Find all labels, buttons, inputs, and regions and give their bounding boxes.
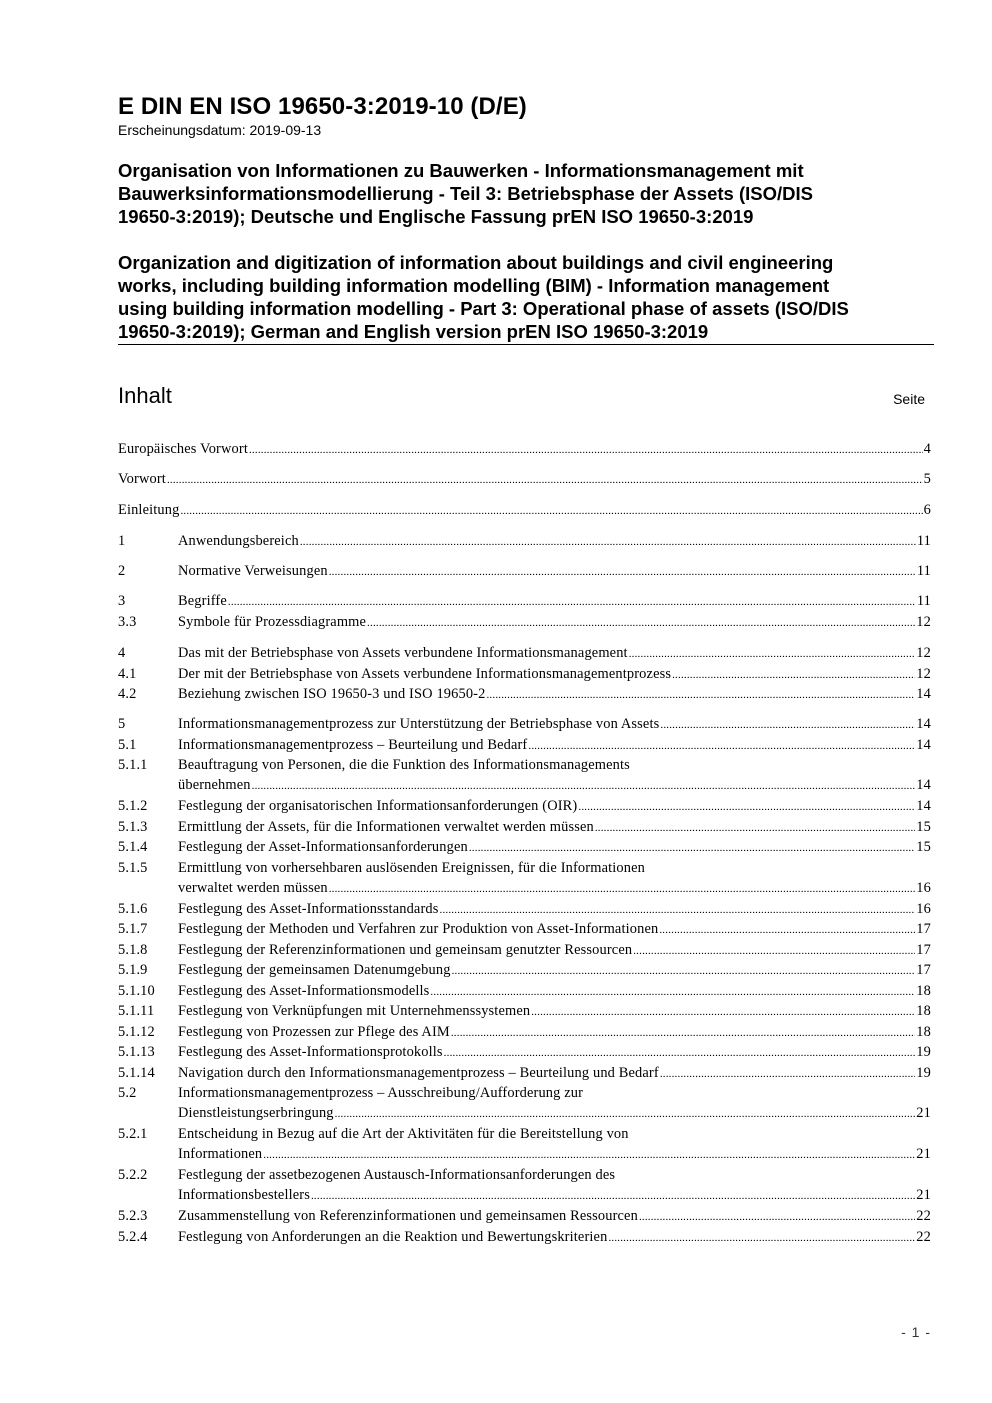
toc-entry-page: 16 <box>916 901 931 917</box>
toc-heading: Inhalt <box>118 383 172 408</box>
toc-dot-leader <box>440 901 916 918</box>
toc-entry-title: Festlegung der gemeinsamen Datenumgebung <box>178 962 451 978</box>
toc-page-column-label: Seite <box>893 391 925 407</box>
toc-entry-title: Festlegung des Asset-Informationsstandards <box>178 901 439 917</box>
toc-entry-page: 11 <box>916 593 931 609</box>
toc-entry[interactable] <box>118 942 931 962</box>
toc-entry[interactable] <box>118 921 931 941</box>
title-english <box>118 251 918 343</box>
toc-entry-line <box>178 1024 931 1041</box>
toc-entry-title: Festlegung von Prozessen zur Pflege des AIM <box>178 1024 450 1040</box>
toc-entry-title: Festlegung der Asset-Informationsanforderungen <box>178 839 468 855</box>
toc-entry-number: 5.1 <box>118 737 137 753</box>
toc-entry-number: 5.1.5 <box>118 860 148 876</box>
toc-dot-leader <box>367 614 915 631</box>
toc-entry-title: Anwendungsbereich <box>178 533 299 549</box>
toc-entry-line <box>178 839 931 856</box>
toc-entry-page: 19 <box>916 1044 931 1060</box>
toc-entry-line <box>178 593 931 610</box>
toc-entry-page: 14 <box>916 686 931 702</box>
toc-entry-number: 4.1 <box>118 666 137 682</box>
toc-dot-leader <box>167 471 923 488</box>
toc-entry-title: Informationsmanagementprozess – Beurteilung und Bedarf <box>178 737 528 753</box>
title-english-line: using building information modelling - Part 3: Operational phase of assets (ISO/DIS <box>118 298 849 319</box>
toc-entry[interactable] <box>118 502 931 522</box>
toc-entry-number: 5.1.1 <box>118 757 148 773</box>
toc-entry-page: 18 <box>916 1024 931 1040</box>
toc-entry-number: 2 <box>118 563 126 579</box>
publication-date: Erscheinungsdatum: 2019-09-13 <box>118 122 322 138</box>
toc-entry-line <box>178 1208 931 1225</box>
title-german <box>118 159 918 228</box>
toc-entry-page: 14 <box>916 737 931 753</box>
toc-entry-line <box>178 686 931 703</box>
toc-entry-number: 1 <box>118 533 126 549</box>
toc-dot-leader <box>430 983 915 1000</box>
toc-entry-title: Festlegung der Methoden und Verfahren zur Produktion von Asset-Informationen <box>178 921 659 937</box>
toc-entry[interactable] <box>118 757 931 798</box>
toc-entry-title: Festlegung der organisatorischen Informationsanforderungen (OIR) <box>178 798 578 814</box>
toc-entry-number: 3.3 <box>118 614 137 630</box>
toc-entry-line <box>178 860 931 877</box>
toc-entry-number: 5.1.3 <box>118 819 148 835</box>
toc-dot-leader <box>329 880 916 897</box>
title-german-line: Organisation von Informationen zu Bauwerken - Informationsmanagement mit <box>118 160 804 181</box>
toc-entry-number: 5 <box>118 716 126 732</box>
document-title: E DIN EN ISO 19650-3:2019-10 (D/E) <box>118 93 527 120</box>
toc-entry[interactable] <box>118 1044 931 1064</box>
toc-entry-line <box>178 921 931 938</box>
toc-entry-title: Begriffe <box>178 593 227 609</box>
toc-entry-line <box>178 563 931 580</box>
toc-entry-number: 4 <box>118 645 126 661</box>
toc-entry-title: Festlegung von Anforderungen an die Reaktion und Bewertungskriterien <box>178 1229 608 1245</box>
toc-entry-title: Ermittlung der Assets, für die Informationen verwaltet werden müssen <box>178 819 594 835</box>
toc-entry-page: 22 <box>916 1208 931 1224</box>
toc-entry[interactable] <box>118 819 931 839</box>
toc-entry-title: Vorwort <box>118 471 166 487</box>
toc-entry-title: Informationen <box>178 1146 263 1163</box>
toc-entry-number: 5.1.13 <box>118 1044 155 1060</box>
toc-dot-leader <box>263 1146 915 1163</box>
toc-entry-line <box>178 614 931 631</box>
toc-dot-leader <box>469 839 915 856</box>
toc-entry[interactable] <box>118 737 931 757</box>
toc-entry-number: 5.1.2 <box>118 798 148 814</box>
toc-entry[interactable] <box>118 645 931 665</box>
toc-entry[interactable] <box>118 798 931 818</box>
toc-entry[interactable] <box>118 1085 931 1126</box>
toc-entry[interactable] <box>118 533 931 553</box>
toc-entry-title: Europäisches Vorwort <box>118 441 248 457</box>
title-english-line: 19650-3:2019); German and English version prEN ISO 19650-3:2019 <box>118 321 709 342</box>
toc-entry[interactable] <box>118 563 931 583</box>
toc-dot-leader <box>451 1024 915 1041</box>
toc-entry[interactable] <box>118 666 931 686</box>
toc-entry-page: 17 <box>916 942 931 958</box>
toc-entry[interactable] <box>118 1208 931 1228</box>
toc-entry-title: Entscheidung in Bezug auf die Art der Aktivitäten für die Bereitstellung von <box>178 1126 629 1142</box>
toc-dot-leader <box>249 441 923 458</box>
toc-entry-line <box>178 942 931 959</box>
toc-entry-page: 12 <box>916 614 931 630</box>
toc-entry[interactable] <box>118 1167 931 1208</box>
toc-entry-page: 15 <box>916 819 931 835</box>
toc-entry-page: 16 <box>916 880 931 897</box>
toc-entry[interactable] <box>118 839 931 859</box>
title-german-line: 19650-3:2019); Deutsche und Englische Fassung prEN ISO 19650-3:2019 <box>118 206 754 227</box>
toc-entry-number: 5.2 <box>118 1085 137 1101</box>
toc-entry-line <box>178 962 931 979</box>
toc-entry-line <box>178 1044 931 1061</box>
toc-entry-number: 5.1.14 <box>118 1065 155 1081</box>
toc-entry[interactable] <box>118 962 931 982</box>
toc-entry-title: Der mit der Betriebsphase von Assets verbundene Informationsmanagementprozess <box>178 666 672 682</box>
toc-entry-page: 18 <box>916 983 931 999</box>
title-german-line: Bauwerksinformationsmodellierung - Teil 3: Betriebsphase der Assets (ISO/DIS <box>118 183 813 204</box>
toc-entry-title: Normative Verweisungen <box>178 563 328 579</box>
toc-entry-line <box>178 1065 931 1082</box>
toc-dot-leader <box>608 1229 915 1246</box>
toc-entry[interactable] <box>118 983 931 1003</box>
toc-entry-number: 5.1.9 <box>118 962 148 978</box>
toc-entry-page: 5 <box>923 471 931 487</box>
toc-dot-leader <box>578 798 915 815</box>
toc-entry-title: Dienstleistungserbringung <box>178 1105 334 1122</box>
toc-entry-page: 21 <box>916 1146 931 1163</box>
toc-entry[interactable] <box>118 471 931 491</box>
toc-entry-title: verwaltet werden müssen <box>178 880 328 897</box>
toc-entry-title: Festlegung von Verknüpfungen mit Unternehmenssystemen <box>178 1003 531 1019</box>
toc-entry-page: 22 <box>916 1229 931 1245</box>
toc-entry-line <box>178 777 931 794</box>
page-number: - 1 - <box>901 1324 931 1340</box>
toc-entry-title: Informationsbestellers <box>178 1187 310 1204</box>
toc-entry-title: Einleitung <box>118 502 180 518</box>
toc-entry-line <box>178 798 931 815</box>
toc-entry-line <box>178 819 931 836</box>
toc-entry-line <box>178 983 931 1000</box>
toc-entry[interactable] <box>118 1065 931 1085</box>
toc-dot-leader <box>639 1208 915 1225</box>
toc-dot-leader <box>528 737 915 754</box>
toc-entry-line <box>178 757 931 774</box>
toc-entry[interactable] <box>118 901 931 921</box>
toc-dot-leader <box>311 1187 915 1204</box>
toc-entry-title: übernehmen <box>178 777 251 794</box>
toc-entry-title: Beziehung zwischen ISO 19650-3 und ISO 19650-2 <box>178 686 486 702</box>
title-english-line: Organization and digitization of information about buildings and civil engineering <box>118 252 834 273</box>
toc-dot-leader <box>531 1003 915 1020</box>
toc-entry-title: Zusammenstellung von Referenzinformationen und gemeinsamen Ressourcen <box>178 1208 638 1224</box>
toc-entry-number: 5.1.4 <box>118 839 148 855</box>
toc-entry-page: 6 <box>923 502 931 518</box>
toc-entry-line <box>178 666 931 683</box>
toc-entry[interactable] <box>118 614 931 634</box>
toc-dot-leader <box>252 777 916 794</box>
toc-entry-page: 11 <box>916 533 931 549</box>
toc-entry-number: 5.1.11 <box>118 1003 155 1019</box>
toc-dot-leader <box>180 502 922 519</box>
toc-entry-page: 11 <box>916 563 931 579</box>
toc-entry-line <box>178 533 931 550</box>
toc-dot-leader <box>659 921 915 938</box>
toc-entry-number: 5.1.6 <box>118 901 148 917</box>
toc-entry-page: 14 <box>916 798 931 814</box>
toc-entry[interactable] <box>118 716 931 736</box>
toc-entry-page: 21 <box>916 1105 931 1122</box>
toc-entry-page: 15 <box>916 839 931 855</box>
toc-dot-leader <box>444 1044 916 1061</box>
toc-entry[interactable] <box>118 1126 931 1167</box>
toc-entry-line <box>178 1146 931 1163</box>
toc-entry-number: 5.1.7 <box>118 921 148 937</box>
toc-entry-title: Das mit der Betriebsphase von Assets verbundene Informationsmanagement <box>178 645 628 661</box>
toc-entry-page: 14 <box>916 777 931 794</box>
toc-entry-line <box>178 1229 931 1246</box>
toc-dot-leader <box>486 686 915 703</box>
toc-entry-page: 18 <box>916 1003 931 1019</box>
toc-entry-line <box>118 441 931 458</box>
toc-dot-leader <box>452 962 916 979</box>
toc-entry-number: 5.1.10 <box>118 983 155 999</box>
toc-entry-line <box>178 645 931 662</box>
toc-entry[interactable] <box>118 686 931 706</box>
toc-entry-line <box>178 716 931 733</box>
toc-entry-title: Navigation durch den Informationsmanagementprozess – Beurteilung und Bedarf <box>178 1065 659 1081</box>
toc-dot-leader <box>660 1065 915 1082</box>
toc-entry-title: Festlegung des Asset-Informationsprotokolls <box>178 1044 443 1060</box>
toc-entry-title: Informationsmanagementprozess zur Unterstützung der Betriebsphase von Assets <box>178 716 660 732</box>
title-divider <box>118 344 934 345</box>
toc-entry-number: 5.1.8 <box>118 942 148 958</box>
toc-entry-number: 3 <box>118 593 126 609</box>
toc-entry-page: 12 <box>916 666 931 682</box>
toc-entry-number: 5.2.1 <box>118 1126 148 1142</box>
toc-entry-page: 19 <box>916 1065 931 1081</box>
toc-entry-number: 4.2 <box>118 686 137 702</box>
title-english-line: works, including building information modelling (BIM) - Information management <box>118 275 830 296</box>
toc-entry[interactable] <box>118 1229 931 1249</box>
toc-entry[interactable] <box>118 1003 931 1023</box>
toc-entry-title: Ermittlung von vorhersehbaren auslösenden Ereignissen, für die Informationen <box>178 860 645 876</box>
toc-entry-title: Festlegung der Referenzinformationen und gemeinsam genutzter Ressourcen <box>178 942 633 958</box>
toc-entry-title: Informationsmanagementprozess – Ausschreibung/Aufforderung zur <box>178 1085 584 1101</box>
toc-dot-leader <box>595 819 915 836</box>
toc-dot-leader <box>300 533 916 550</box>
toc-entry-line <box>118 502 931 519</box>
toc-entry-page: 12 <box>916 645 931 661</box>
toc-entry-number: 5.2.4 <box>118 1229 148 1245</box>
toc-entry-page: 21 <box>916 1187 931 1204</box>
toc-entry-number: 5.1.12 <box>118 1024 155 1040</box>
toc-dot-leader <box>329 563 916 580</box>
toc-entry[interactable] <box>118 441 931 461</box>
toc-dot-leader <box>672 666 915 683</box>
toc-entry-page: 4 <box>923 441 931 457</box>
toc-entry-line <box>178 901 931 918</box>
toc-dot-leader <box>633 942 915 959</box>
toc-entry-title: Symbole für Prozessdiagramme <box>178 614 367 630</box>
toc-entry-line <box>178 1187 931 1204</box>
toc-dot-leader <box>335 1105 916 1122</box>
toc-entry-page: 14 <box>916 716 931 732</box>
toc-entry-page: 17 <box>916 962 931 978</box>
toc-entry-line <box>178 737 931 754</box>
toc-entry-line <box>178 1085 931 1102</box>
toc-entry-page: 17 <box>916 921 931 937</box>
toc-dot-leader <box>629 645 916 662</box>
toc-dot-leader <box>228 593 916 610</box>
toc-entry-line <box>118 471 931 488</box>
toc-entry-number: 5.2.2 <box>118 1167 148 1183</box>
toc-entry-title: Festlegung der assetbezogenen Austausch-Informationsanforderungen des <box>178 1167 616 1183</box>
toc-entry[interactable] <box>118 1024 931 1044</box>
toc-entry-line <box>178 1167 931 1184</box>
toc-entry-title: Festlegung des Asset-Informationsmodells <box>178 983 430 999</box>
toc-dot-leader <box>660 716 915 733</box>
toc-entry-title: Beauftragung von Personen, die die Funktion des Informationsmanagements <box>178 757 630 773</box>
toc-entry[interactable] <box>118 860 931 901</box>
toc-entry-number: 5.2.3 <box>118 1208 148 1224</box>
toc-entry[interactable] <box>118 593 931 613</box>
toc-entry-line <box>178 880 931 897</box>
toc-entry-line <box>178 1003 931 1020</box>
toc-entry-line <box>178 1126 931 1143</box>
toc-entry-line <box>178 1105 931 1122</box>
